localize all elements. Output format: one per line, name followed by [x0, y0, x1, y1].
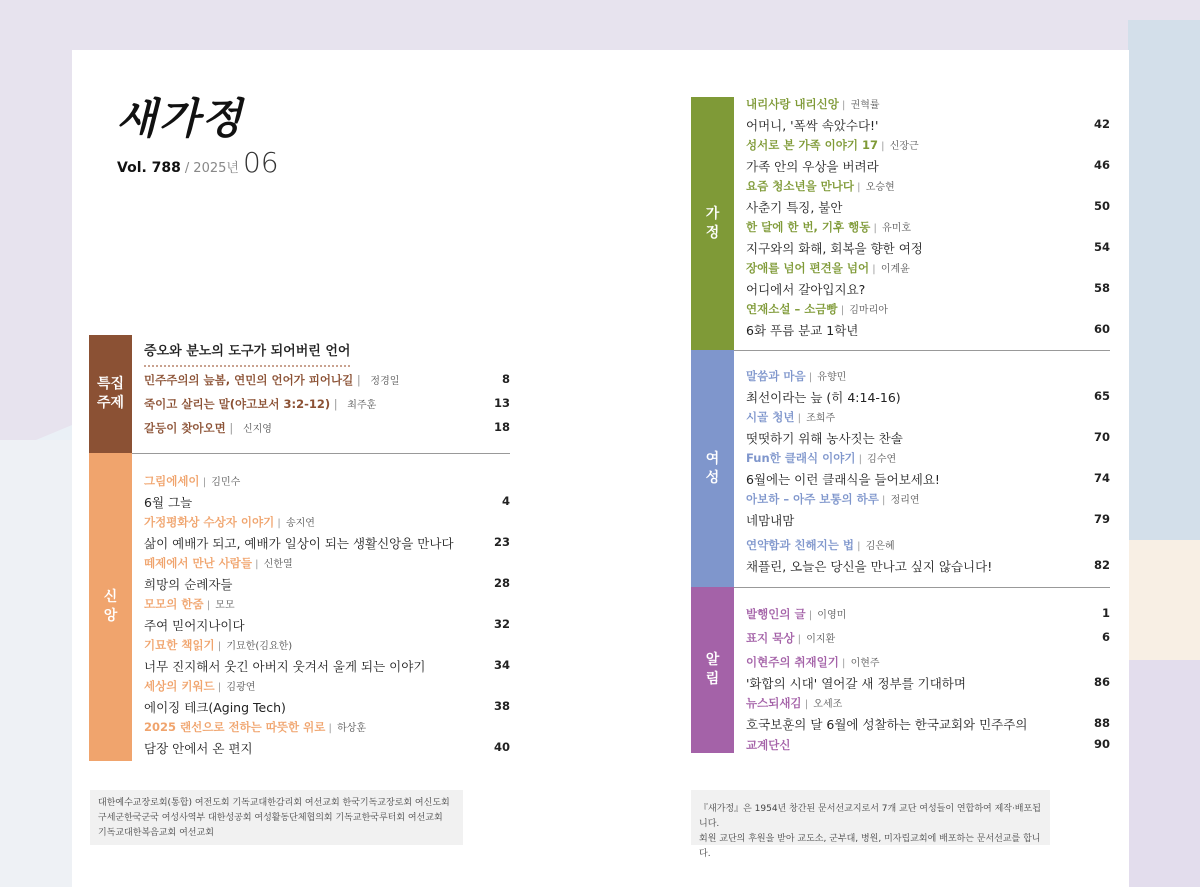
contents-page	[72, 50, 1129, 887]
toc-entry[interactable]	[144, 372, 510, 388]
category-label: 기묘한 책읽기	[144, 638, 215, 652]
entry-author: 조희주	[806, 413, 836, 424]
section-faith	[89, 453, 510, 761]
page-number: 58	[1093, 281, 1110, 295]
toc-entry[interactable]	[144, 555, 510, 593]
entry-title: 가족 안의 우상을 버려라	[746, 159, 879, 174]
page-number: 74	[1093, 471, 1110, 485]
entry-category	[144, 555, 510, 571]
entry-category	[746, 654, 1110, 670]
entry-category	[746, 695, 1110, 711]
entry-category	[746, 606, 1110, 622]
separator-bar: |	[805, 610, 816, 621]
issue-separator: /	[184, 161, 190, 176]
entry-title: 채플린, 오늘은 당신을 만나고 싶지 않습니다!	[746, 559, 993, 574]
entry-title: 6월 그늘	[144, 495, 193, 510]
category-label: 아보하 – 아주 보통의 하루	[746, 492, 879, 506]
entry-title	[144, 420, 510, 436]
entry-category	[144, 473, 510, 489]
entry-author: 정리연	[890, 495, 920, 506]
separator-bar: |	[878, 495, 889, 506]
toc-entry[interactable]	[144, 678, 510, 716]
entry-title: 6월에는 이런 클래식을 들어보세요!	[746, 472, 940, 487]
toc-entry[interactable]	[746, 409, 1110, 447]
separator-bar: |	[199, 477, 210, 488]
entry-title	[144, 372, 510, 388]
entry-author: 김수연	[867, 454, 897, 465]
category-label: 교계단신	[746, 738, 791, 752]
entry-title: 떳떳하기 위해 농사짓는 찬솔	[746, 431, 903, 446]
entry-author: 이계윤	[880, 264, 910, 275]
toc-entry[interactable]	[746, 96, 1110, 134]
page-number: 23	[493, 535, 510, 549]
entry-category	[746, 737, 1110, 753]
separator-bar: |	[838, 100, 849, 111]
entry-author: 오승현	[865, 182, 895, 193]
separator-bar: |	[353, 373, 365, 387]
toc-entry[interactable]	[746, 537, 1110, 575]
entry-author: 신지영	[242, 424, 272, 435]
entry-category	[144, 596, 510, 612]
entry-title: 사춘기 특징, 불안	[746, 200, 843, 215]
entry-author: 신장근	[889, 141, 919, 152]
section-tab-faith	[89, 453, 132, 761]
toc-entry[interactable]	[746, 654, 1110, 692]
section-tab-label: 알 림	[705, 652, 720, 687]
footer-line: 『새가정』은 1954년 창간된 문서선교지로서 7개 교단 여성들이 연합하여 제작·배포됩니다.	[699, 804, 1041, 829]
page-number: 6	[1101, 630, 1110, 644]
entry-title: 어디에서 갈아입지요?	[746, 282, 866, 297]
separator-bar: |	[252, 559, 262, 570]
toc-entry[interactable]	[746, 695, 1110, 733]
page-number: 60	[1093, 322, 1110, 336]
separator-bar: |	[325, 723, 336, 734]
section-feature	[89, 335, 510, 453]
entry-title: 최선이라는 늪 (히 4:14-16)	[746, 390, 901, 405]
issue-month: 06	[242, 146, 279, 179]
separator-bar: |	[330, 397, 342, 411]
entry-category	[746, 409, 1110, 425]
entry-author: 정경일	[370, 376, 400, 387]
page-number: 13	[493, 396, 510, 410]
background-shape	[1128, 20, 1200, 560]
entry-category	[144, 514, 510, 530]
feature-main-title: 증오와 분노의 도구가 되어버린 언어	[144, 340, 350, 367]
entry-category	[746, 368, 1110, 384]
toc-entry[interactable]	[144, 719, 510, 757]
entry-title: '화합의 시대' 열어갈 새 정부를 기대하며	[746, 676, 966, 691]
category-label: 가정평화상 수상자 이야기	[144, 515, 275, 529]
entry-author: 이영미	[817, 610, 847, 621]
category-label: 연재소설 – 소금빵	[746, 302, 838, 316]
entry-title: 삶이 예배가 되고, 예배가 일상이 되는 생활신앙을 만나다	[144, 536, 454, 551]
entry-category	[746, 260, 1110, 276]
separator-bar: |	[855, 454, 866, 465]
page-number: 1	[1101, 606, 1110, 620]
entry-title: 에이징 테크(Aging Tech)	[144, 700, 286, 715]
page-number: 32	[493, 617, 510, 631]
page-number: 46	[1093, 158, 1110, 172]
entry-category	[144, 637, 510, 653]
toc-entry[interactable]	[746, 630, 1110, 646]
toc-entry[interactable]	[144, 473, 510, 511]
entry-category	[746, 301, 1110, 317]
entry-author: 송지연	[285, 518, 315, 529]
entry-author: 오세조	[813, 699, 843, 710]
entry-category	[144, 719, 510, 735]
entry-title: 너무 진지해서 웃긴 아버지 웃겨서 울게 되는 이야기	[144, 659, 426, 674]
category-label: 한 달에 한 번, 기후 행동	[746, 220, 871, 234]
entry-title: 6화 푸름 분교 1학년	[746, 323, 859, 338]
entry-category	[746, 96, 1110, 112]
entry-author: 기묘한(김요한)	[226, 641, 293, 652]
entry-title: 어머니, '폭싹 속았수다!'	[746, 118, 879, 133]
entry-author: 이지환	[806, 634, 836, 645]
separator-bar: |	[225, 421, 237, 435]
category-label: 내리사랑 내리신앙	[746, 97, 839, 111]
page-number: 86	[1093, 675, 1110, 689]
page-number: 40	[493, 740, 510, 754]
entry-title-text: 죽이고 살리는 말(야고보서 3:2-12)	[144, 397, 331, 411]
section-tab-label: 가 정	[705, 205, 720, 241]
entry-author: 이현주	[850, 658, 880, 669]
entry-title: 희망의 순례자들	[144, 577, 233, 592]
toc-entry[interactable]	[746, 450, 1110, 488]
separator-bar: |	[854, 541, 864, 552]
entry-author: 권혁률	[850, 100, 880, 111]
toc-entry[interactable]	[746, 606, 1110, 622]
issue-info	[117, 146, 279, 179]
entry-author: 김은혜	[865, 541, 895, 552]
entry-title: 주여 믿어지나이다	[144, 618, 245, 633]
toc-entry[interactable]	[144, 420, 510, 436]
toc-entry[interactable]	[746, 491, 1110, 529]
section-notice	[691, 587, 1110, 753]
toc-entry[interactable]	[144, 637, 510, 675]
page-number: 50	[1093, 199, 1110, 213]
category-label: 장애를 넘어 편견을 넘어	[746, 261, 870, 275]
separator-bar: |	[794, 413, 805, 424]
footer-denominations	[90, 790, 463, 845]
page-number: 54	[1093, 240, 1110, 254]
entry-title: 호국보훈의 달 6월에 성찰하는 한국교회와 민주주의	[746, 717, 1028, 732]
toc-entry[interactable]	[746, 260, 1110, 298]
entry-title: 담장 안에서 온 편지	[144, 741, 253, 756]
separator-bar: |	[838, 658, 849, 669]
separator-bar: |	[794, 634, 805, 645]
entry-category	[746, 537, 1110, 553]
toc-entry[interactable]	[144, 514, 510, 552]
section-tab-label: 여 성	[705, 450, 720, 486]
page-number: 79	[1093, 512, 1110, 526]
category-label: 성서로 본 가족 이야기 17	[746, 138, 878, 152]
toc-entry[interactable]	[746, 368, 1110, 406]
category-label: 세상의 키워드	[144, 679, 215, 693]
entry-author: 유향민	[817, 372, 847, 383]
category-label: 요즘 청소년을 만나다	[746, 179, 854, 193]
section-family	[691, 97, 1110, 350]
category-label: 표지 묵상	[746, 631, 795, 645]
entry-title	[144, 396, 510, 412]
section-tab-women	[691, 350, 734, 587]
category-label: 모모의 한줌	[144, 597, 204, 611]
background-shape	[1128, 540, 1200, 660]
footer-line: 기독교대한복음교회 여선교회	[98, 828, 214, 838]
page-number: 28	[493, 576, 510, 590]
issue-year: 2025년	[193, 161, 239, 176]
page-number: 42	[1093, 117, 1110, 131]
entry-category	[144, 678, 510, 694]
separator-bar: |	[805, 372, 816, 383]
entry-category	[746, 450, 1110, 466]
toc-entry[interactable]	[746, 737, 1110, 753]
entry-category	[746, 137, 1110, 153]
section-tab-feature	[89, 335, 132, 453]
entry-author: 신한열	[263, 559, 293, 570]
toc-entry[interactable]	[746, 137, 1110, 175]
section-tab-label: 특집 주제	[96, 376, 125, 411]
entry-author: 하상훈	[337, 723, 367, 734]
category-label: 떼제에서 만난 사람들	[144, 556, 252, 570]
footer-line: 대한예수교장로회(통합) 여전도회 기독교대한감리회 여선교회 한국기독교장로회 여신도회	[98, 798, 450, 808]
entry-author: 최주훈	[347, 400, 377, 411]
entry-category	[746, 491, 1110, 507]
separator-bar: |	[878, 141, 888, 152]
category-label: 발행인의 글	[746, 607, 806, 621]
page-number: 34	[493, 658, 510, 672]
background-shape	[1128, 660, 1200, 887]
page-number: 8	[501, 372, 510, 386]
entry-title: 네맘내맘	[746, 513, 795, 528]
volume-number: Vol. 788	[117, 160, 181, 176]
entry-author: 김광연	[226, 682, 256, 693]
background-shape	[0, 440, 72, 887]
page-number: 90	[1093, 737, 1110, 751]
page-number: 88	[1093, 716, 1110, 730]
category-label: 그림에세이	[144, 474, 200, 488]
page-number: 18	[493, 420, 510, 434]
separator-bar: |	[214, 641, 225, 652]
separator-bar: |	[854, 182, 864, 193]
section-tab-label: 신 앙	[103, 589, 118, 624]
entry-title-text: 민주주의의 늪봄, 연민의 언어가 피어나길	[144, 373, 354, 387]
magazine-logo: 새가정	[116, 94, 244, 143]
category-label: 뉴스되새김	[746, 696, 802, 710]
entry-author: 모모	[215, 600, 235, 611]
category-label: 시골 청년	[746, 410, 795, 424]
separator-bar: |	[837, 305, 848, 316]
page-number: 82	[1093, 558, 1110, 572]
category-label: 이현주의 취재일기	[746, 655, 839, 669]
separator-bar: |	[203, 600, 214, 611]
toc-entry[interactable]	[746, 219, 1110, 257]
toc-entry[interactable]	[746, 301, 1110, 339]
category-label: 연약함과 친해지는 법	[746, 538, 854, 552]
section-tab-notice	[691, 587, 734, 753]
entry-title: 지구와의 화해, 회복을 향한 여정	[746, 241, 923, 256]
page-number: 65	[1093, 389, 1110, 403]
page-number: 4	[501, 494, 510, 508]
entry-author: 김마리아	[849, 305, 888, 316]
entry-category	[746, 630, 1110, 646]
toc-entry[interactable]	[144, 596, 510, 634]
page-number: 38	[493, 699, 510, 713]
entry-title-text: 갈등이 찾아오면	[144, 421, 226, 435]
toc-entry[interactable]	[144, 396, 510, 412]
section-tab-family	[691, 97, 734, 350]
section-women	[691, 350, 1110, 587]
footer-line: 회원 교단의 후원을 받아 교도소, 군부대, 병원, 미자립교회에 배포하는 문서선교를 합니다.	[699, 834, 1041, 859]
category-label: Fun한 클래식 이야기	[746, 451, 856, 465]
separator-bar: |	[801, 699, 812, 710]
entry-category	[746, 178, 1110, 194]
footer-line: 구세군한국군국 여성사역부 대한성공회 여성활동단체협의회 기독교한국루터회 여선교회	[98, 813, 443, 823]
entry-author: 유미호	[882, 223, 912, 234]
footer-about	[691, 790, 1050, 859]
category-label: 말씀과 마음	[746, 369, 806, 383]
separator-bar: |	[869, 264, 879, 275]
separator-bar: |	[274, 518, 284, 529]
separator-bar: |	[214, 682, 225, 693]
category-label: 2025 랜선으로 전하는 따뜻한 위로	[144, 720, 326, 734]
separator-bar: |	[870, 223, 881, 234]
entry-author: 김민수	[211, 477, 241, 488]
page-number: 70	[1093, 430, 1110, 444]
toc-entry[interactable]	[746, 178, 1110, 216]
entry-category	[746, 219, 1110, 235]
